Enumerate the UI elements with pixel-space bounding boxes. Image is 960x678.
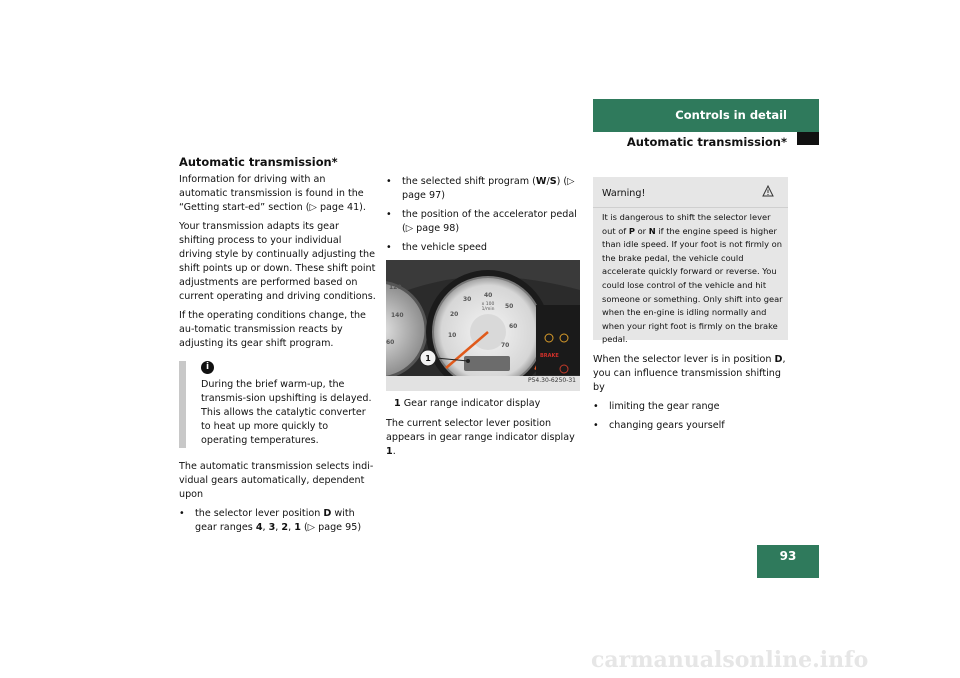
paragraph: The automatic transmission selects indi-vidual gears automatically, dependent upon: [179, 461, 374, 500]
column-right: [593, 353, 791, 438]
column-middle: [386, 175, 582, 464]
paragraph: The current selector lever position appears in gear range indicator display 1.: [386, 418, 575, 457]
list-item: • the position of the accelerator pedal (▷ page 98): [386, 208, 582, 236]
section-subtitle: Automatic transmission*: [626, 135, 787, 149]
list-item: • the selected shift program (W/S) (▷ page 97): [386, 175, 582, 203]
gauge-tick-label: 120: [389, 284, 402, 291]
instrument-cluster-photo: [386, 260, 580, 391]
list-item: • limiting the gear range: [593, 400, 791, 414]
gauge-tick-label: 10: [448, 332, 457, 339]
info-icon: i: [201, 361, 214, 374]
paragraph: If the operating conditions change, the au-tomatic transmission reacts by adjusting its gear shift program.: [179, 310, 366, 349]
section-title: Controls in detail: [675, 108, 787, 122]
figure-caption: 1 Gear range indicator display: [394, 398, 541, 409]
info-text: During the brief warm-up, the transmis-sion upshifting is delayed. This allows the catalytic converter to heat up more quickly to operating temperatures.: [201, 379, 372, 446]
gauge-tick-label: 60: [386, 339, 395, 346]
list-item: • changing gears yourself: [593, 419, 791, 433]
page-heading: Automatic transmission*: [179, 155, 338, 169]
warning-triangle-icon: [762, 185, 774, 197]
gauge-unit-label: x 100 1/min: [481, 302, 495, 312]
instrument-cluster-illustration: [386, 260, 580, 391]
callout-number: 1: [425, 354, 431, 363]
warning-box: [593, 177, 788, 345]
list-item: • the vehicle speed: [386, 241, 582, 255]
warning-text: It is dangerous to shift the selector lever out of P or N if the engine speed is higher than idle speed. If your foot is not firmly on the brake pedal, the vehicle could accelerate quickly forward or reverse. You could lose control of the vehicle and hit someone or something. Only shift into gear when the en-gine is idling normally and when your right foot is firmly on the brake pedal.: [602, 212, 783, 345]
gauge-tick-label: 50: [505, 303, 514, 310]
paragraph: Information for driving with an automatic transmission is found in the “Getting start-ed” section (▷ page 41).: [179, 174, 366, 213]
figure-code: P54.30-6250-31: [527, 377, 576, 384]
gauge-tick-label: 20: [450, 311, 459, 318]
brake-warning-label: BRAKE: [540, 353, 559, 359]
paragraph: When the selector lever is in position D, you can influence transmission shifting by: [593, 354, 786, 393]
divider: [593, 207, 788, 208]
warning-title: Warning!: [602, 188, 646, 199]
list-item: • the selector lever position D with gear ranges 4, 3, 2, 1 (▷ page 95): [179, 507, 377, 535]
gauge-tick-label: 40: [484, 292, 493, 299]
column-left: [179, 155, 377, 540]
gauge-tick-label: 140: [391, 312, 404, 319]
gauge-tick-label: 60: [509, 323, 518, 330]
header-tab-marker: [797, 132, 819, 145]
paragraph: Your transmission adapts its gear shifting process to your individual driving style by continually adjusting the shift points up or down. These shift point adjustments are performed based on current operating and driving conditions.: [179, 221, 376, 302]
page-number: 93: [757, 545, 819, 578]
info-note: [179, 361, 377, 448]
gauge-tick-label: 30: [463, 296, 472, 303]
watermark: carmanualsonline.info: [591, 647, 869, 673]
gauge-tick-label: 70: [501, 342, 510, 349]
